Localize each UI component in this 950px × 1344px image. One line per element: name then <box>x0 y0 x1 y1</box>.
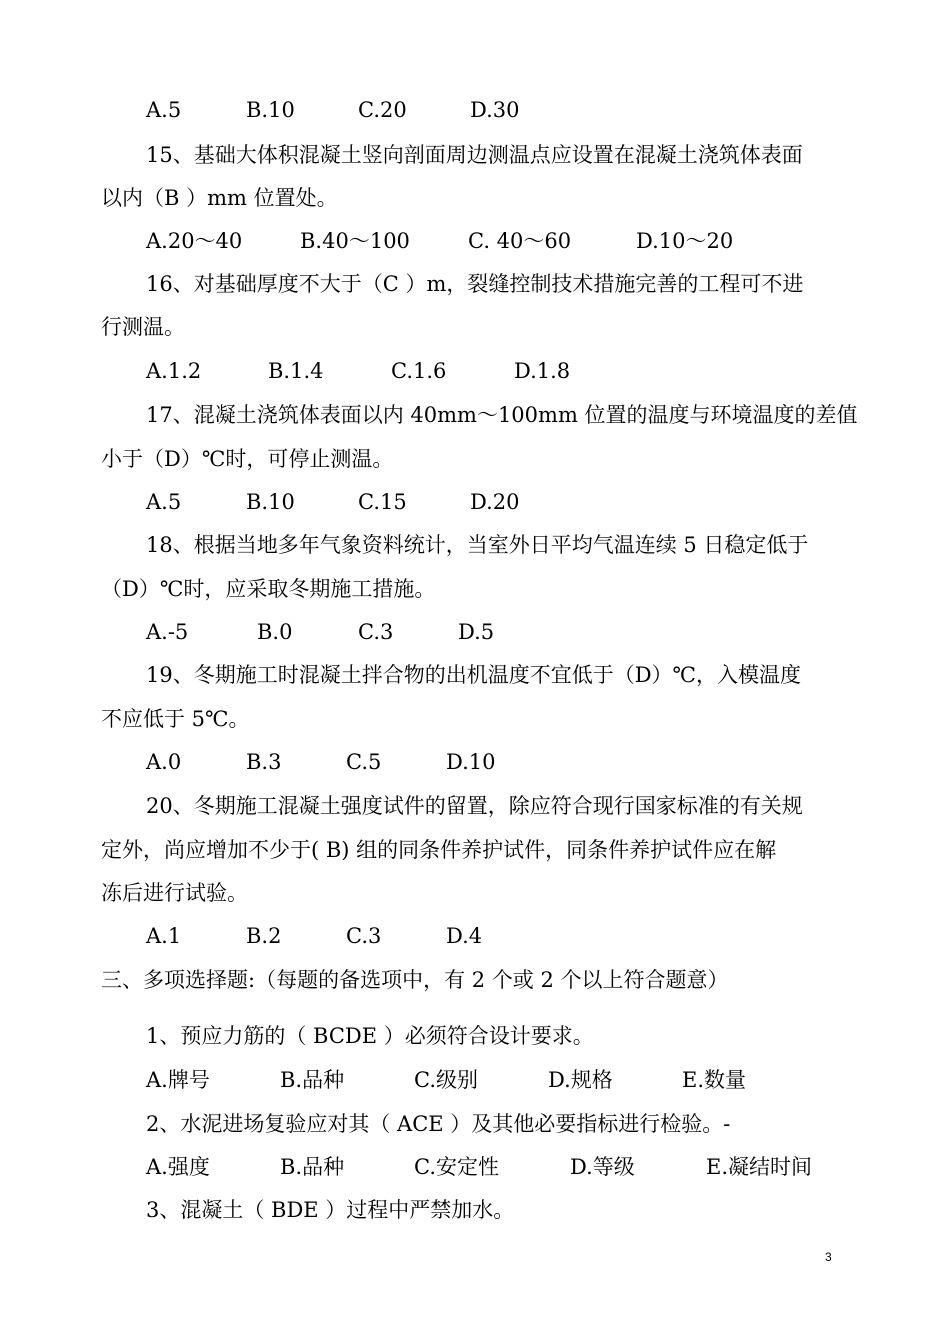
answer-option: C.级别 <box>414 1068 478 1092</box>
text-line: 三、多项选择题:（每题的备选项中，有 2 个或 2 个以上符合题意） <box>101 968 729 992</box>
answer-option: A.0 <box>146 750 182 774</box>
answer-option: A.1 <box>146 924 182 948</box>
text-line: 3、混凝土（ BDE ）过程中严禁加水。 <box>146 1198 515 1222</box>
answer-option: A.牌号 <box>146 1068 210 1092</box>
text-line: 行测温。 <box>101 315 185 339</box>
answer-option: D.5 <box>458 620 495 644</box>
answer-option: A.5 <box>146 98 182 122</box>
answer-option: B.10 <box>246 98 295 122</box>
answer-option: D.10 <box>446 750 496 774</box>
text-line: 15、基础大体积混凝土竖向剖面周边测温点应设置在混凝土浇筑体表面 <box>146 143 803 167</box>
answer-option: C.5 <box>346 750 382 774</box>
text-line: （D）℃时，应采取冬期施工措施。 <box>101 577 436 601</box>
text-line: 小于（D）℃时，可停止测温。 <box>101 447 394 471</box>
text-line: 20、冬期施工混凝土强度试件的留置，除应符合现行国家标准的有关规 <box>146 794 803 818</box>
text-line: 1、预应力筋的（ BCDE ）必须符合设计要求。 <box>146 1024 594 1048</box>
text-line: 冻后进行试验。 <box>101 881 248 905</box>
answer-option: B.品种 <box>280 1068 345 1092</box>
answer-option: B.10 <box>246 490 295 514</box>
answer-option: A.1.2 <box>146 359 202 383</box>
text-line: 16、对基础厚度不大于（C ）m，裂缝控制技术措施完善的工程可不进 <box>146 272 804 296</box>
answer-option: D.30 <box>470 98 520 122</box>
answer-option: B.3 <box>246 750 282 774</box>
answer-option: D.1.8 <box>514 359 571 383</box>
answer-option: D.4 <box>446 924 483 948</box>
answer-option: A.20～40 <box>146 229 243 253</box>
answer-option: B.1.4 <box>268 359 324 383</box>
text-line: 17、混凝土浇筑体表面以内 40mm～100mm 位置的温度与环境温度的差值 <box>146 403 858 427</box>
answer-option: B.0 <box>257 620 293 644</box>
answer-option: A.5 <box>146 490 182 514</box>
answer-option: D.20 <box>470 490 520 514</box>
answer-option: D.规格 <box>548 1068 613 1092</box>
text-line: 19、冬期施工时混凝土拌合物的出机温度不宜低于（D）℃，入模温度 <box>146 663 802 687</box>
answer-option: E.数量 <box>682 1068 747 1092</box>
answer-option: E.凝结时间 <box>706 1155 813 1179</box>
answer-option: C.20 <box>358 98 407 122</box>
answer-option: D.等级 <box>570 1155 635 1179</box>
answer-option: B.40～100 <box>300 229 410 253</box>
answer-option: A.强度 <box>146 1155 210 1179</box>
answer-option: C.1.6 <box>391 359 447 383</box>
answer-option: A.-5 <box>146 620 189 644</box>
text-line: 2、水泥进场复验应对其（ ACE ）及其他必要指标进行检验。- <box>146 1112 731 1136</box>
answer-option: D.10～20 <box>636 229 734 253</box>
answer-option: B.2 <box>246 924 282 948</box>
answer-option: C. 40～60 <box>468 229 572 253</box>
answer-option: B.品种 <box>280 1155 345 1179</box>
text-line: 18、根据当地多年气象资料统计，当室外日平均气温连续 5 日稳定低于 <box>146 533 809 557</box>
answer-option: C.3 <box>358 620 394 644</box>
answer-option: C.3 <box>346 924 382 948</box>
answer-option: C.安定性 <box>414 1155 499 1179</box>
text-line: 以内（B ）mm 位置处。 <box>101 186 338 210</box>
text-line: 不应低于 5℃。 <box>101 707 250 731</box>
page-number: 3 <box>825 1250 832 1264</box>
answer-option: C.15 <box>358 490 407 514</box>
text-line: 定外，尚应增加不少于( B) 组的同条件养护试件，同条件养护试件应在解 <box>101 838 777 862</box>
